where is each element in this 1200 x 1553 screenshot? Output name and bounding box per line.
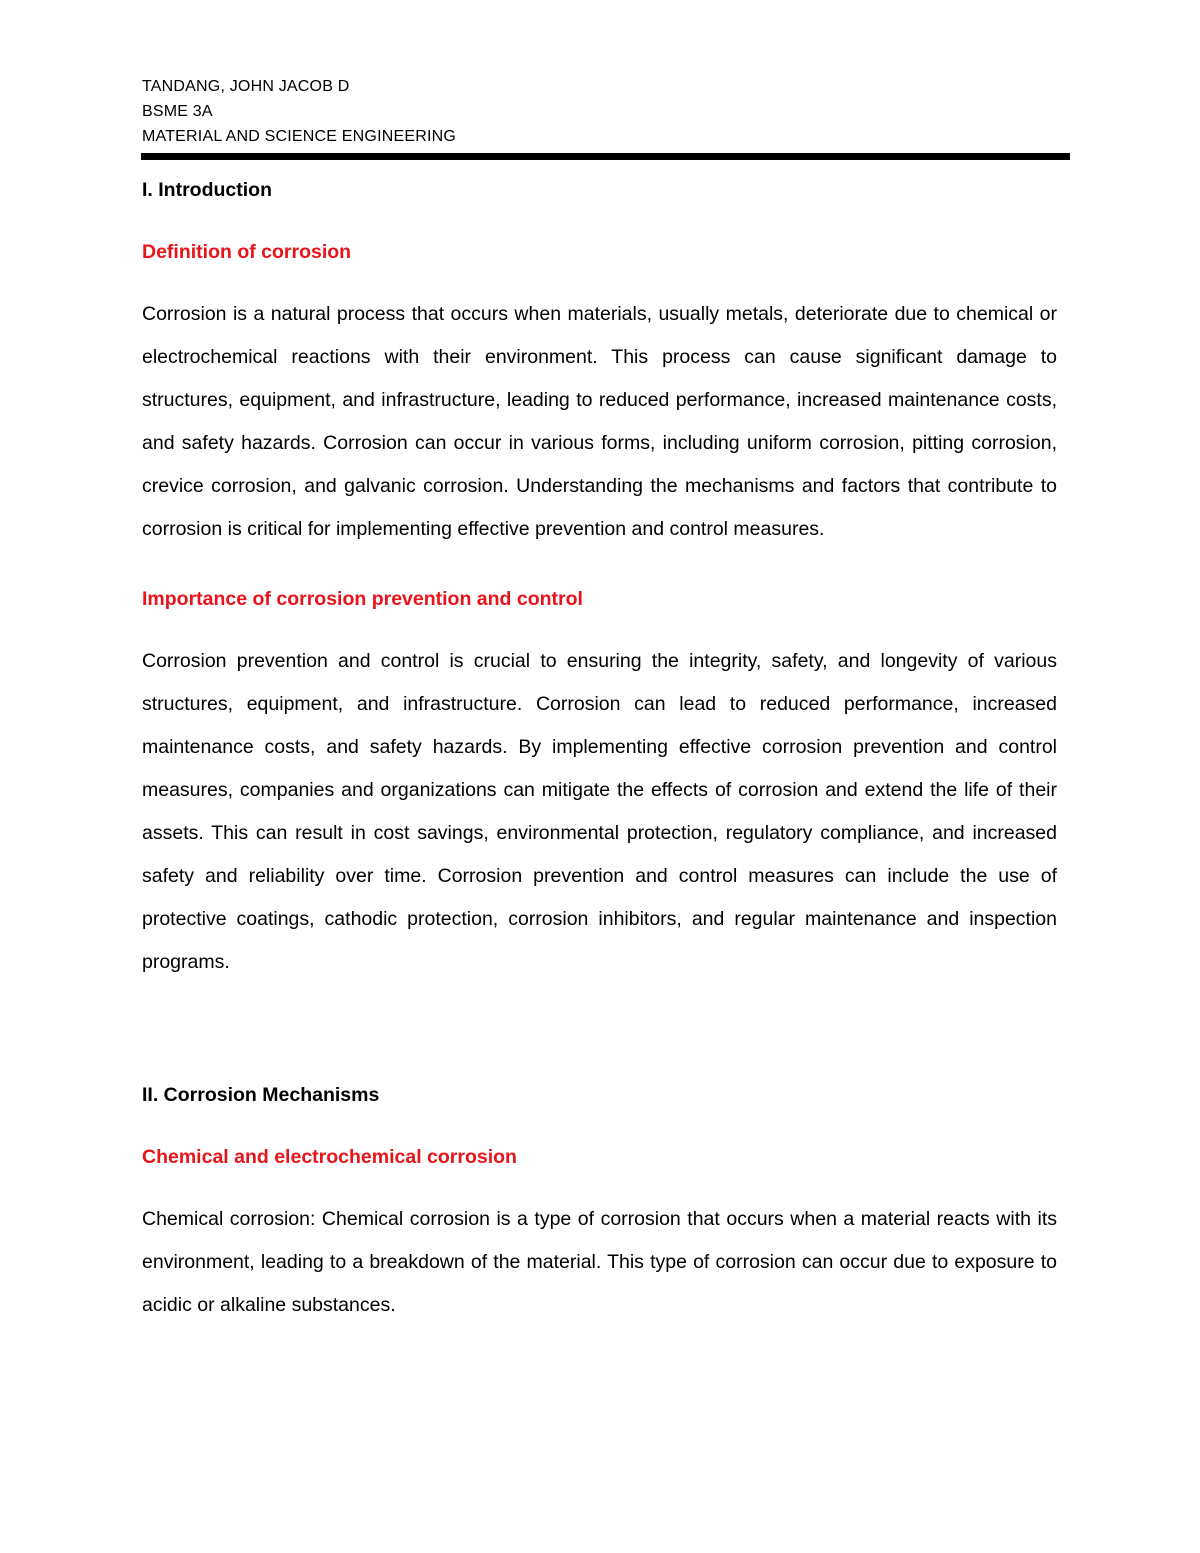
subheading-importance: Importance of corrosion prevention and control bbox=[142, 588, 583, 610]
paragraph-definition: Corrosion is a natural process that occurs when materials, usually metals, deteriorate due to chemical or electrochemical reactions with their environment. This process can cause significant damage to structures, equipment, and infrastructure, leading to reduced performance, increased maintenance costs, and safety hazards. Corrosion can occur in various forms, including uniform corrosion, pitting corrosion, crevice corrosion, and galvanic corrosion. Understanding the mechanisms and factors that contribute to corrosion is critical for implementing effective prevention and control measures. bbox=[142, 303, 1057, 540]
document-header bbox=[142, 74, 1072, 149]
subheading-chemical: Chemical and electrochemical corrosion bbox=[142, 1146, 517, 1168]
section-heading-introduction: I. Introduction bbox=[142, 179, 272, 201]
paragraph-chemical: Chemical corrosion: Chemical corrosion is a type of corrosion that occurs when a material reacts with its environment, leading to a breakdown of the material. This type of corrosion can occur due to exposure to acidic or alkaline substances. bbox=[142, 1208, 1057, 1316]
author-section: BSME 3A bbox=[142, 103, 213, 120]
subheading-definition: Definition of corrosion bbox=[142, 241, 352, 263]
paragraph-importance: Corrosion prevention and control is crucial to ensuring the integrity, safety, and longevity of various structures, equipment, and infrastructure. Corrosion can lead to reduced performance, increased maintenance costs, and safety hazards. By implementing effective corrosion prevention and control measures, companies and organizations can mitigate the effects of corrosion and extend the life of their assets. This can result in cost savings, environmental protection, regulatory compliance, and increased safety and reliability over time. Corrosion prevention and control measures can include the use of protective coatings, cathodic protection, corrosion inhibitors, and regular maintenance and inspection programs. bbox=[142, 650, 1057, 973]
section-heading-mechanisms: II. Corrosion Mechanisms bbox=[142, 1084, 380, 1106]
author-name: TANDANG, JOHN JACOB D bbox=[142, 78, 350, 95]
course-title: MATERIAL AND SCIENCE ENGINEERING bbox=[142, 128, 457, 145]
header-divider bbox=[141, 153, 1070, 160]
document-body bbox=[142, 176, 1057, 1327]
